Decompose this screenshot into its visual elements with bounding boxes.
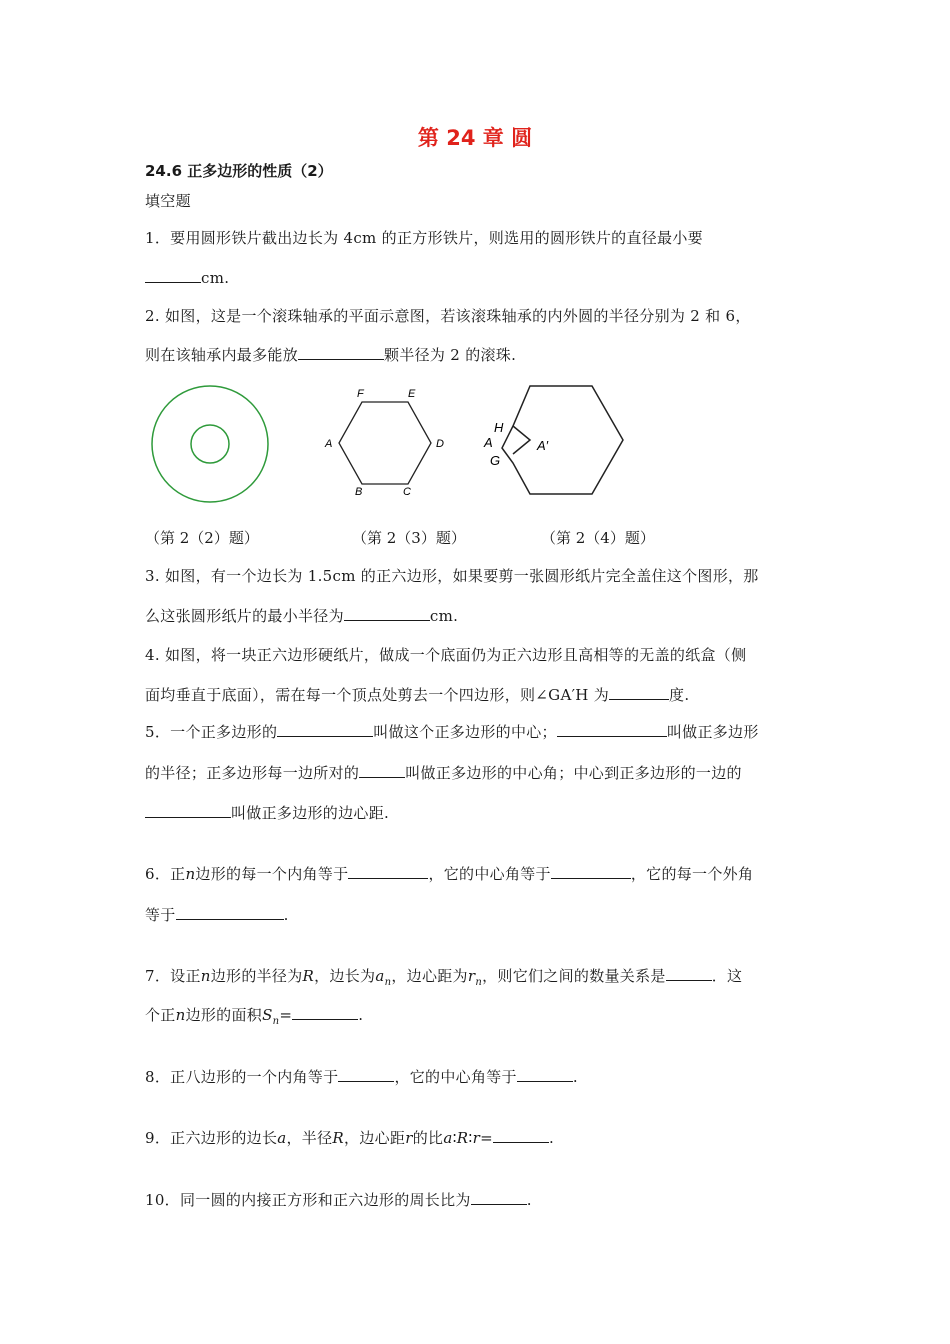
label-B: B (355, 486, 363, 498)
label-D: D (436, 438, 444, 450)
question-2-line-2: 则在该轴承内最多能放 颗半径为 2 的滚珠. (145, 346, 517, 364)
figure-caption-3: （第 2（4）题） (541, 529, 655, 547)
question-3-line-1: 3. 如图，有一个边长为 1.5cm 的正六边形，如果要剪一张圆形纸片完全盖住这个图形，那 (145, 567, 759, 585)
outer-circle (152, 386, 268, 502)
answer-blank[interactable] (298, 345, 384, 360)
answer-blank[interactable] (517, 1067, 573, 1082)
question-3-line-2: 么这张圆形纸片的最小半径为 cm. (145, 607, 459, 625)
answer-blank[interactable] (609, 685, 669, 700)
question-5-line-1: 5．一个正多边形的 叫做这个正多边形的中心； 叫做正多边形 (145, 723, 759, 741)
section-heading: 填空题 (145, 192, 191, 210)
page-title: 第 24 章 圆 (417, 126, 533, 150)
label-A: A (325, 438, 333, 450)
answer-blank[interactable] (551, 864, 631, 879)
label-E: E (408, 388, 416, 400)
question-2-line-1: 2. 如图，这是一个滚珠轴承的平面示意图，若该滚珠轴承的内外圆的半径分别为 2 和 6， (145, 307, 751, 325)
answer-blank[interactable] (471, 1190, 527, 1205)
cut-notch (513, 426, 530, 454)
answer-blank[interactable] (145, 803, 231, 818)
question-4-line-1: 4. 如图，将一块正六边形硬纸片，做成一个底面仍为正六边形且高相等的无盖的纸盒（侧 (145, 646, 747, 664)
answer-blank[interactable] (277, 722, 373, 737)
figure-caption-2: （第 2（3）题） (352, 529, 466, 547)
question-7-line-1: 7．设正n边形的半径为R，边长为$a_n$，边心距为$r_n$，则它们之间的数量关系是 ．这 (145, 967, 743, 988)
question-9: 9．正六边形的边长a，半径R，边心距r的比a∶R∶r= . (145, 1129, 555, 1147)
question-10: 10．同一圆的内接正方形和正六边形的周长比为 . (145, 1191, 532, 1209)
question-6-line-1: 6．正n边形的每一个内角等于 ，它的中心角等于 ，它的每一个外角 (145, 865, 754, 883)
question-4-line-2: 面均垂直于底面），需在每一个顶点处剪去一个四边形，则∠GA′H 为 度. (145, 686, 690, 704)
label-G: G (490, 453, 501, 468)
hexagon-cut-corner-figure (475, 380, 630, 505)
answer-blank[interactable] (493, 1128, 549, 1143)
label-A: A (484, 435, 493, 450)
question-6-line-2: 等于 . (145, 906, 289, 924)
question-1-line-2: cm. (145, 268, 229, 287)
answer-blank[interactable] (176, 905, 284, 920)
answer-blank[interactable] (145, 268, 201, 283)
question-5-line-2: 的半径；正多边形每一边所对的 叫做正多边形的中心角；中心到正多边形的一边的 (145, 764, 742, 782)
inner-circle (191, 425, 229, 463)
label-F: F (357, 388, 364, 400)
question-1-line-1: 1．要用圆形铁片截出边长为 4cm 的正方形铁片，则选用的圆形铁片的直径最小要 (145, 229, 703, 247)
label-C: C (403, 486, 411, 498)
figure-caption-1: （第 2（2）题） (145, 529, 259, 547)
question-5-line-3: 叫做正多边形的边心距. (145, 802, 389, 823)
bearing-ring-figure (140, 380, 280, 510)
cut-hexagon (502, 386, 623, 494)
answer-blank[interactable] (292, 1005, 358, 1020)
hexagon (339, 402, 431, 484)
question-7-line-2: 个正n边形的面积$S_n=$ . (145, 1006, 364, 1027)
question-8: 8．正八边形的一个内角等于 ，它的中心角等于 . (145, 1068, 578, 1086)
label-A-prime: A′ (537, 438, 549, 453)
answer-blank[interactable] (557, 722, 667, 737)
answer-blank[interactable] (344, 606, 430, 621)
answer-blank[interactable] (666, 966, 712, 981)
section-subtitle: 24.6 正多边形的性质（2） (145, 162, 333, 180)
answer-blank[interactable] (348, 864, 428, 879)
answer-blank[interactable] (359, 763, 405, 778)
answer-blank[interactable] (338, 1067, 394, 1082)
label-H: H (494, 420, 504, 435)
hexagon-abcdef-figure (315, 380, 455, 505)
